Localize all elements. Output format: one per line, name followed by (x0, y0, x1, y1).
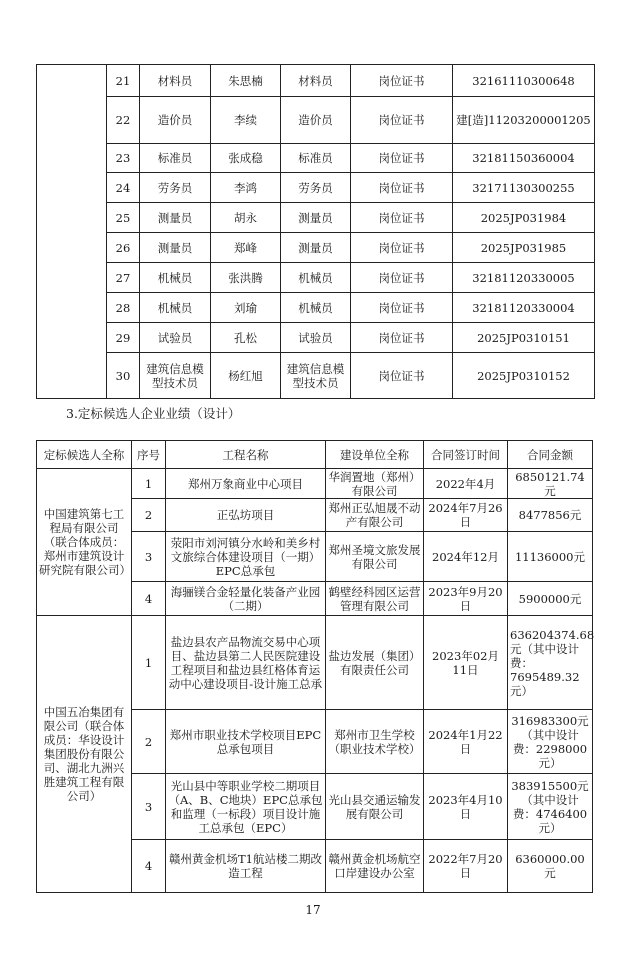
project-number: 1 (132, 616, 166, 710)
cert-cell: 岗位证书 (351, 203, 453, 233)
name-cell: 张成稳 (211, 144, 281, 173)
sign-date: 2022年4月 (424, 469, 508, 499)
owner-name: 赣州黄金机场航空口岸建设办公室 (326, 840, 424, 893)
role-cell: 材料员 (281, 65, 351, 97)
header-row (37, 441, 593, 469)
table-row (37, 97, 595, 144)
column-header: 建设单位全称 (326, 441, 424, 469)
contract-amount: 636204374.68元（其中设计费：7695489.32元） (508, 616, 593, 710)
position-cell: 测量员 (140, 203, 211, 233)
contract-amount: 383915500元（其中设计费：4746400元） (508, 774, 593, 840)
staff-table (36, 64, 595, 399)
column-header: 合同金额 (508, 441, 593, 469)
cert-number-cell: 2025JP031984 (453, 203, 595, 233)
sign-date: 2024年12月 (424, 532, 508, 582)
role-cell: 机械员 (281, 263, 351, 293)
row-number: 25 (107, 203, 140, 233)
position-cell: 材料员 (140, 65, 211, 97)
table-row (37, 469, 593, 499)
project-name: 正弘坊项目 (166, 499, 326, 532)
table-row (37, 263, 595, 293)
position-cell: 测量员 (140, 233, 211, 263)
owner-name: 郑州市卫生学校（职业技术学校） (326, 710, 424, 774)
cert-cell: 岗位证书 (351, 97, 453, 144)
sign-date: 2024年1月22日 (424, 710, 508, 774)
table-row (37, 323, 595, 353)
project-name: 盐边县农产品物流交易中心项目、盐边县第二人民医院建设工程项目和盐边县红格体育运动中心建设项目-设计施工总承 (166, 616, 326, 710)
name-cell: 杨红旭 (211, 353, 281, 399)
cert-cell: 岗位证书 (351, 233, 453, 263)
sign-date: 2023年9月20日 (424, 582, 508, 616)
position-cell: 造价员 (140, 97, 211, 144)
role-cell: 机械员 (281, 293, 351, 323)
cert-cell: 岗位证书 (351, 353, 453, 399)
column-header: 合同签订时间 (424, 441, 508, 469)
project-number: 3 (132, 532, 166, 582)
project-name: 光山县中等职业学校二期项目（A、B、C地块）EPC总承包和监理（一标段）项目设计施工总承包（EPC） (166, 774, 326, 840)
contract-amount: 11136000元 (508, 532, 593, 582)
contract-amount: 5900000元 (508, 582, 593, 616)
sign-date: 2022年7月20日 (424, 840, 508, 893)
project-number: 2 (132, 710, 166, 774)
name-cell: 孔松 (211, 323, 281, 353)
cert-number-cell: 建[造]11203200001205 (453, 97, 595, 144)
row-number: 22 (107, 97, 140, 144)
contract-amount: 316983300元（其中设计费：2298000元） (508, 710, 593, 774)
project-number: 2 (132, 499, 166, 532)
candidate-name: 中国五冶集团有限公司（联合体成员：华设设计集团股份有限公司、湖北九洲兴胜建筑工程有限公司） (37, 616, 132, 893)
row-number: 28 (107, 293, 140, 323)
role-cell: 试验员 (281, 323, 351, 353)
role-cell: 造价员 (281, 97, 351, 144)
owner-name: 郑州圣境文旅发展有限公司 (326, 532, 424, 582)
row-number: 24 (107, 173, 140, 203)
row-number: 21 (107, 65, 140, 97)
role-cell: 测量员 (281, 203, 351, 233)
role-cell: 劳务员 (281, 173, 351, 203)
position-cell: 试验员 (140, 323, 211, 353)
column-header: 工程名称 (166, 441, 326, 469)
name-cell: 郑峰 (211, 233, 281, 263)
project-name: 郑州万象商业中心项目 (166, 469, 326, 499)
blank-cell (37, 65, 107, 399)
position-cell: 标准员 (140, 144, 211, 173)
row-number: 27 (107, 263, 140, 293)
table-row (37, 616, 593, 710)
contract-amount: 6850121.74元 (508, 469, 593, 499)
cert-cell: 岗位证书 (351, 144, 453, 173)
cert-cell: 岗位证书 (351, 263, 453, 293)
cert-number-cell: 32181120330005 (453, 263, 595, 293)
table-row (37, 173, 595, 203)
cert-cell: 岗位证书 (351, 323, 453, 353)
cert-number-cell: 32171130300255 (453, 173, 595, 203)
position-cell: 建筑信息模型技术员 (140, 353, 211, 399)
cert-number-cell: 2025JP0310151 (453, 323, 595, 353)
cert-number-cell: 32181150360004 (453, 144, 595, 173)
owner-name: 郑州正弘旭晟不动产有限公司 (326, 499, 424, 532)
owner-name: 鹤壁经科园区运营管理有限公司 (326, 582, 424, 616)
role-cell: 建筑信息模型技术员 (281, 353, 351, 399)
row-number: 30 (107, 353, 140, 399)
position-cell: 劳务员 (140, 173, 211, 203)
project-number: 1 (132, 469, 166, 499)
sign-date: 2023年02月11日 (424, 616, 508, 710)
sign-date: 2023年4月10日 (424, 774, 508, 840)
position-cell: 机械员 (140, 293, 211, 323)
position-cell: 机械员 (140, 263, 211, 293)
column-header: 序号 (132, 441, 166, 469)
contract-amount: 8477856元 (508, 499, 593, 532)
project-number: 3 (132, 774, 166, 840)
name-cell: 朱思楠 (211, 65, 281, 97)
table-row (37, 233, 595, 263)
cert-cell: 岗位证书 (351, 65, 453, 97)
sign-date: 2024年7月26日 (424, 499, 508, 532)
column-header: 定标候选人全称 (37, 441, 132, 469)
cert-number-cell: 2025JP031985 (453, 233, 595, 263)
owner-name: 盐边发展（集团）有限责任公司 (326, 616, 424, 710)
role-cell: 测量员 (281, 233, 351, 263)
owner-name: 华润置地（郑州）有限公司 (326, 469, 424, 499)
cert-number-cell: 32181120330004 (453, 293, 595, 323)
name-cell: 李鸿 (211, 173, 281, 203)
row-number: 23 (107, 144, 140, 173)
table-row (37, 293, 595, 323)
project-name: 郑州市职业技术学校项目EPC总承包项目 (166, 710, 326, 774)
table-row (37, 353, 595, 399)
cert-cell: 岗位证书 (351, 293, 453, 323)
cert-number-cell: 2025JP0310152 (453, 353, 595, 399)
owner-name: 光山县交通运输发展有限公司 (326, 774, 424, 840)
candidate-name: 中国建筑第七工程局有限公司（联合体成员：郑州市建筑设计研究院有限公司） (37, 469, 132, 616)
name-cell: 刘瑜 (211, 293, 281, 323)
row-number: 29 (107, 323, 140, 353)
performance-table (36, 440, 593, 893)
cert-number-cell: 32161110300648 (453, 65, 595, 97)
table-row (37, 65, 595, 97)
project-number: 4 (132, 840, 166, 893)
table-row (37, 203, 595, 233)
contract-amount: 6360000.00元 (508, 840, 593, 893)
name-cell: 李续 (211, 97, 281, 144)
cert-cell: 岗位证书 (351, 173, 453, 203)
project-name: 赣州黄金机场T1航站楼二期改造工程 (166, 840, 326, 893)
page-number: 17 (305, 903, 321, 917)
table-row (37, 144, 595, 173)
project-number: 4 (132, 582, 166, 616)
name-cell: 张洪腾 (211, 263, 281, 293)
name-cell: 胡永 (211, 203, 281, 233)
section-title: 3.定标候选人企业业绩（设计） (66, 406, 241, 421)
project-name: 荥阳市刘河镇分水岭和美乡村文旅综合体建设项目（一期）EPC总承包 (166, 532, 326, 582)
project-name: 海骊镁合金轻量化装备产业园（二期） (166, 582, 326, 616)
row-number: 26 (107, 233, 140, 263)
role-cell: 标准员 (281, 144, 351, 173)
